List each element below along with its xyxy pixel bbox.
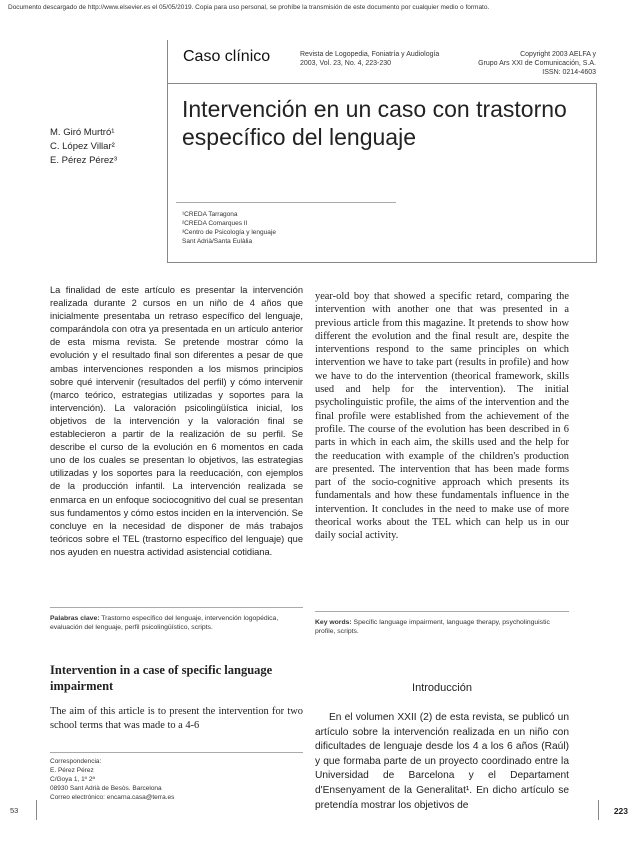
abstract-english-start: The aim of this article is to present the intervention for two school terms that was made to a 4-6 [50,706,303,731]
header-rule [167,83,597,84]
title-line-1: Intervención en un caso con trastorno [182,96,567,122]
page-number-left: 53 [10,806,19,815]
affiliation: Sant Adrià/Santa Eulàlia [182,238,253,245]
page-number-right: 223 [613,806,628,816]
keywords-text: Trastorno específico del lenguaje, intervención logopédica, evaluación del lenguaje, perfil psicolingüístico, scripts. [50,615,279,631]
keywords-spanish [50,614,303,632]
publisher-line: Grupo Ars XXI de Comunicación, S.A. [478,60,596,67]
article-title [182,95,567,151]
journal-volume: 2003, Vol. 23, No. 4, 223-230 [300,60,392,67]
footer-rule-right [598,800,599,820]
download-notice: Documento descargado de http://www.elsevier.es el 05/05/2019. Copia para uso personal, se prohíbe la transmisión de este documento por cualquier medio o formato. [8,4,490,11]
correspondence-email: Correo electrónico: encarna.casa@terra.es [50,794,175,801]
journal-name: Revista de Logopedia, Foniatría y Audiología [300,51,440,58]
keywords-label: Key words: [315,619,352,626]
abstract-spanish: La finalidad de este artículo es presentar la intervención realizada durante 2 cursos en un niño de 4 años que inicialmente presentaba un retraso específico del lenguaje, comparándola con otra ya presentada en un artículo anterior de esta misma revista. Se pretende mostrar cómo la evolución y el resultado final son diferentes a pesar de que ambas intervenciones responden a los mismos principios sobre qué intervenir (resultados del perfil) y cómo intervenir (marco teórico, estrategias utilizadas y soportes para la intervención). La valoración psicolingüística inicial, los objetivos de la intervención y la valoración final se establecieron a partir de la realización de su perfil. Se describe el curso de la evolución en 6 momentos en cada uno de los cuales se presentan lo objetivos, las estrategias utilizadas y los soportes para la reeducación, con ejemplos de la producción infantil. La intervención realizada se enmarca en un enfoque sociocognitivo del cual se presentan sus fundamentos y cómo estos inciden en la intervención. Se concluye en la necesidad de disponer de más trabajos teóricos sobre el TEL (trastorno específico del lenguaje) que nos ayuden en nuestra actividad asistencial cotidiana. [50,285,303,557]
author-list [50,126,117,168]
affiliation: ¹CREDA Tarragona [182,211,238,218]
correspondence-rule [50,752,303,753]
correspondence-name: E. Pérez Pérez [50,767,94,774]
copyright-info [478,50,596,77]
copyright-line: Copyright 2003 AELFA y [520,51,596,58]
author: E. Pérez Pérez³ [50,155,118,166]
journal-info [300,50,439,68]
affiliations [182,210,276,246]
abstract-english-continued: year-old boy that showed a specific retard, comparing the intervention with another one that was presented in a previous article from this magazine. It pretends to show how different the evolution and the final result are, despite the interventions respond to the same principles on which intervention we have to take part (results in profile) and how we have to do the intervention (theorical framework, skills used and help for the intervention). The initial psycholinguistic profile, the aims of the intervention and the final profile were established from the achievement of the profile. The course of the evolution has been described in 6 parts in which in each aim, the skills used and the help for the reeducation with example of the children's production are presented. The intervention that has been made forms part of the socio-cognitive approach which presents its fundamentals and how these fundamentals influence in the intervention. It concludes in the need to make use of more theorical works about the TEL which can help us in our daily social activity. [315,291,569,542]
correspondence-street: C/Goya 1, 1º 2ª [50,776,95,783]
footer-rule-left [36,800,37,820]
author: C. López Villar² [50,141,115,152]
author: M. Giró Murtró¹ [50,127,115,138]
affiliation-rule [176,202,396,203]
title-box-bottom-rule [167,262,597,263]
keywords-rule-es [50,607,303,608]
english-title: Intervention in a case of specific language impairment [50,663,273,693]
keywords-text: Specific language impairment, language therapy, psycholinguistic profile, scripts. [315,619,550,635]
correspondence-city: 08930 Sant Adrià de Besòs. Barcelona [50,785,162,792]
keywords-rule-en [315,611,569,612]
correspondence [50,757,174,802]
affiliation: ²CREDA Comarques II [182,220,248,227]
introduction-heading: Introducción [412,682,472,694]
correspondence-label: Correspondencia: [50,758,102,765]
introduction-paragraph: En el volumen XXII (2) de esta revista, se publicó un artículo sobre la intervención realizada en un niño con dificultades de lenguaje desde los 4 a los 6 años (Raúl) y que formaba parte de un proyecto coordinado entre la Universidad de Barcelona y el Departament d'Ensenyament de la Generalitat¹. En dicho artículo se pretendía mostrar los objetivos de [315,712,569,811]
section-label: Caso clínico [183,48,271,65]
title-line-2: específico del lenguaje [182,124,416,150]
header-vertical-rule [167,40,168,262]
keywords-label: Palabras clave: [50,615,100,622]
title-box-right-rule [596,83,597,263]
keywords-english [315,618,569,636]
issn-line: ISSN: 0214-4603 [542,69,596,76]
affiliation: ³Centro de Psicología y lenguaje [182,229,276,236]
